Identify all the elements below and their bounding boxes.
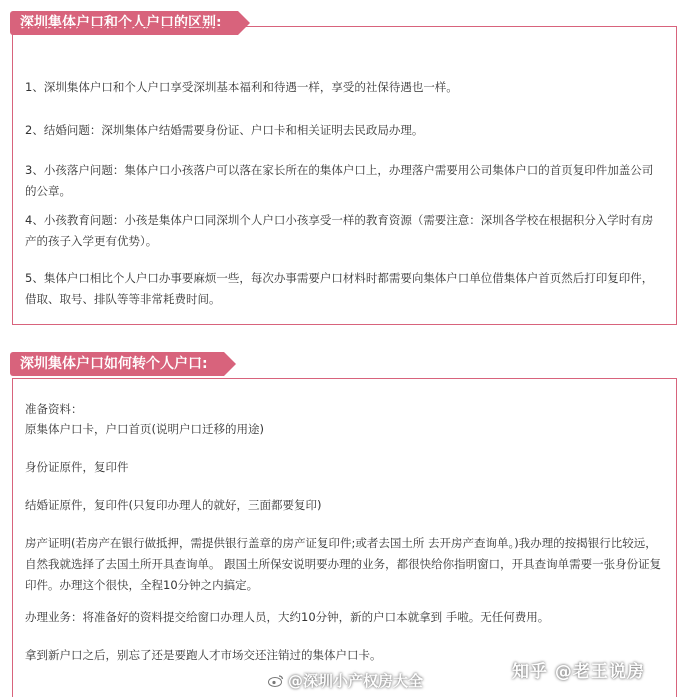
after-paragraph: 拿到新户口之后，别忘了还是要跑人才市场交还注销过的集体户口卡。 (25, 648, 382, 662)
property-proof-paragraph: 房产证明(若房产在银行做抵押，需提供银行盖章的房产证复印件;或者去国土所 去开房产查询单。)我办理的按揭银行比较远，自然我就选择了去国土所开具查询单。 跟国土所保安说明要办理的业务，都很快给你指明窗口，开具查询单需要一张身份证复 印件。办理这个很快，全程10分钟之内搞定。 (25, 536, 662, 592)
id-card-line: 身份证原件，复印件 (25, 460, 129, 474)
list-item: 4、小孩教育问题：小孩是集体户口同深圳个人户口小孩享受一样的教育资源（需要注意：深圳各学校在根据积分入学时有房产的孩子入学更有优势）。 (25, 213, 654, 248)
processing-paragraph: 办理业务：将准备好的资料提交给窗口办理人员，大约10分钟，新的户口本就拿到 手啦。无任何费用。 (25, 610, 550, 624)
zhihu-watermark: 知乎 @老王说房 (512, 662, 645, 682)
list-item: 3、小孩落户问题：集体户口小孩落户可以落在家长所在的集体户口上，办理落户需要用公司集体户口的首页复印件加盖公司的公章。 (25, 163, 654, 198)
marriage-cert-line: 结婚证原件，复印件(只复印办理人的就好，三面都要复印) (25, 498, 322, 512)
differences-box (12, 26, 677, 325)
section-title: 深圳集体户口和个人户口的区别: (10, 11, 238, 35)
weibo-handle: @深圳小产权房大全 (288, 672, 424, 690)
list-item: 2、结婚问题：深圳集体户结婚需要身份证、户口卡和相关证明去民政局办理。 (25, 123, 424, 137)
weibo-watermark (268, 670, 423, 691)
materials-heading: 准备资料： (25, 402, 83, 416)
list-item: 5、集体户口相比个人户口办事要麻烦一些，每次办事需要户口材料时都需要向集体户口单位借集体户首页然后打印复印件，借取、取号、排队等等非常耗费时间。 (25, 271, 654, 306)
section-title: 深圳集体户口如何转个人户口: (10, 352, 224, 376)
weibo-icon (268, 674, 284, 687)
conversion-box (12, 378, 677, 697)
list-item: 1、深圳集体户口和个人户口享受深圳基本福利和待遇一样，享受的社保待遇也一样。 (25, 80, 458, 94)
materials-line: 原集体户口卡，户口首页(说明户口迁移的用途) (25, 422, 264, 436)
section-header-conversion (10, 352, 224, 376)
